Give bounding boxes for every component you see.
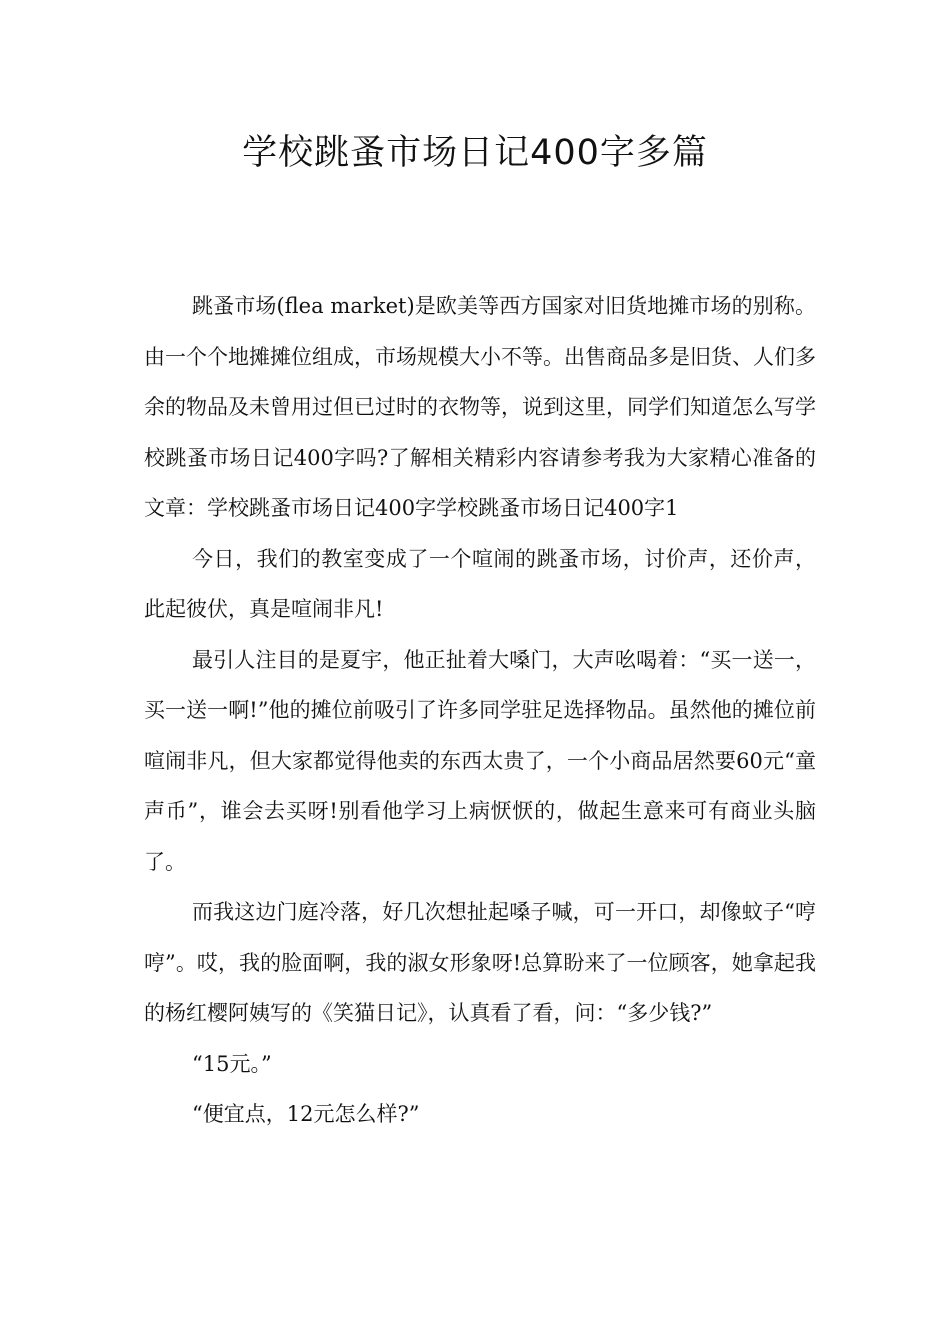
paragraph-my-stall: 而我这边门庭冷落，好几次想扯起嗓子喊，可一开口，却像蚊子“哼哼”。哎，我的脸面啊，我的淑女形象呀!总算盼来了一位顾客，她拿起我的杨红樱阿姨写的《笑猫日记》，认真看了看，问：“多少钱?” bbox=[144, 900, 816, 1025]
paragraph-xiayu: 最引人注目的是夏宇，他正扯着大嗓门，大声吆喝着：“买一送一，买一送一啊!”他的摊位前吸引了许多同学驻足选择物品。虽然他的摊位前喧闹非凡，但大家都觉得他卖的东西太贵了，一个小商品居然要60元“童声币”，谁会去买呀!别看他学习上病恹恹的，做起生意来可有商业头脑了。 bbox=[144, 647, 816, 874]
paragraph-dialogue-price: “15元。” bbox=[192, 1051, 272, 1076]
document-body bbox=[144, 281, 816, 1140]
paragraph-dialogue-bargain: “便宜点，12元怎么样?” bbox=[192, 1102, 420, 1126]
document-title: 学校跳蚤市场日记400字多篇 bbox=[242, 133, 708, 173]
paragraph-classroom-market: 今日，我们的教室变成了一个喧闹的跳蚤市场，讨价声，还价声，此起彼伏，真是喧闹非凡! bbox=[144, 546, 816, 621]
paragraph-intro: 跳蚤市场(flea market)是欧美等西方国家对旧货地摊市场的别称。由一个个地摊摊位组成，市场规模大小不等。出售商品多是旧货、人们多余的物品及未曾用过但已过时的衣物等，说到这里，同学们知道怎么写学校跳蚤市场日记400字吗?了解相关精彩内容请参考我为大家精心准备的文章：学校跳蚤市场日记400字学校跳蚤市场日记400字1 bbox=[144, 294, 816, 520]
